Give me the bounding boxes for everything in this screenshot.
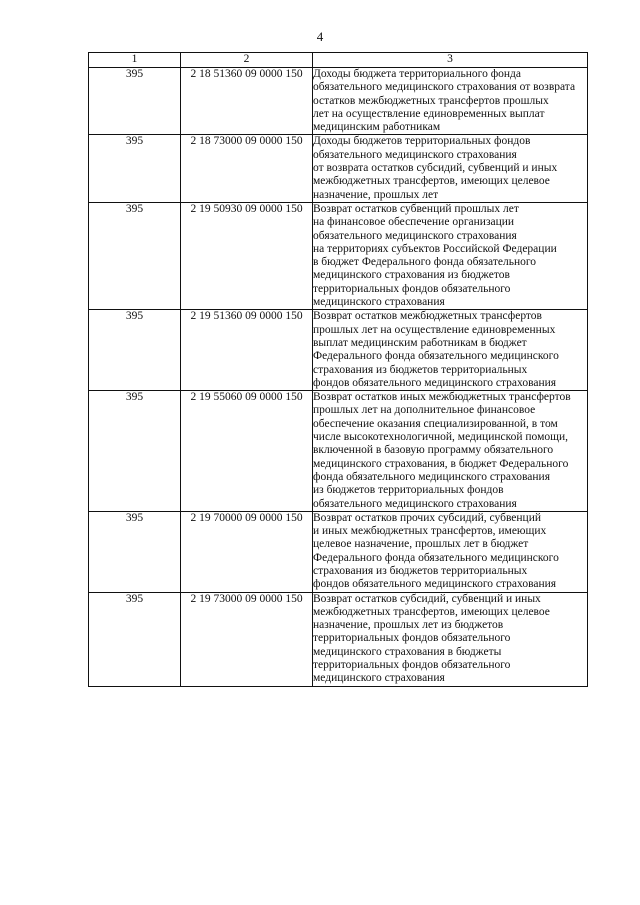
administrator-code-cell: 395: [89, 135, 181, 202]
description-line: Возврат остатков субсидий, субвенций и иных: [313, 592, 541, 605]
description-line: Федерального фонда обязательного медицинского: [313, 551, 559, 564]
description-line: фонда обязательного медицинского страхования: [313, 470, 550, 483]
administrator-code-cell: 395: [89, 511, 181, 592]
description-line: медицинского страхования, в бюджет Федерального: [313, 457, 569, 470]
description-line: Федерального фонда обязательного медицинского: [313, 350, 559, 363]
administrator-code-cell: 395: [89, 310, 181, 391]
description-line: лет на осуществление единовременных выплат: [313, 107, 545, 120]
revenue-description-cell: [313, 202, 588, 309]
description-line: Возврат остатков межбюджетных трансфертов: [313, 310, 542, 323]
budget-classification-code-cell: 2 18 73000 09 0000 150: [181, 135, 313, 202]
administrator-code-cell: 395: [89, 391, 181, 512]
description-line: прошлых лет на осуществление единовременных: [313, 323, 556, 336]
budget-classification-code-cell: 2 19 51360 09 0000 150: [181, 310, 313, 391]
description-line: остатков межбюджетных трансфертов прошлых: [313, 94, 549, 107]
revenue-description-cell: [313, 511, 588, 592]
description-line: Доходы бюджетов территориальных фондов: [313, 135, 531, 148]
description-line: территориальных фондов обязательного: [313, 282, 511, 295]
description-line: в бюджет Федерального фонда обязательного: [313, 256, 537, 269]
column-header-2: 2: [181, 53, 313, 68]
table-body: [89, 68, 588, 687]
description-line: обязательного медицинского страхования: [313, 229, 517, 242]
description-line: обеспечение оказания специализированной, в том: [313, 417, 558, 430]
budget-classification-code-cell: 2 19 55060 09 0000 150: [181, 391, 313, 512]
description-line: целевое назначение, прошлых лет в бюджет: [313, 538, 529, 551]
description-line: Доходы бюджета территориального фонда: [313, 68, 522, 80]
description-line: числе высокотехнологичной, медицинской помощи,: [313, 431, 568, 444]
revenue-description-cell: [313, 310, 588, 391]
budget-classification-code-cell: 2 19 50930 09 0000 150: [181, 202, 313, 309]
table-header-row: [89, 53, 588, 68]
description-line: Возврат остатков иных межбюджетных трансфертов: [313, 391, 571, 404]
description-line: на территориях субъектов Российской Федерации: [313, 242, 557, 255]
revenue-description-cell: [313, 135, 588, 202]
budget-classification-code-cell: 2 19 70000 09 0000 150: [181, 511, 313, 592]
budget-classification-code-cell: 2 18 51360 09 0000 150: [181, 68, 313, 135]
table-row: [89, 592, 588, 686]
administrator-code-cell: 395: [89, 202, 181, 309]
revenue-description-cell: [313, 391, 588, 512]
description-line: Возврат остатков прочих субсидий, субвенций: [313, 511, 542, 524]
description-line: медицинским работникам: [313, 121, 441, 134]
description-line: фондов обязательного медицинского страхования: [313, 376, 557, 389]
description-line: назначение, прошлых лет: [313, 188, 439, 201]
description-line: Возврат остатков субвенций прошлых лет: [313, 202, 519, 215]
description-line: медицинского страхования в бюджеты: [313, 645, 502, 658]
description-line: из бюджетов территориальных фондов: [313, 484, 504, 497]
description-line: фондов обязательного медицинского страхования: [313, 578, 557, 591]
revenue-description-cell: [313, 68, 588, 135]
table-row: [89, 511, 588, 592]
page-number: 4: [316, 29, 324, 44]
description-line: территориальных фондов обязательного: [313, 659, 511, 672]
description-line: включенной в базовую программу обязательного: [313, 444, 554, 457]
table-row: [89, 310, 588, 391]
table-row: [89, 202, 588, 309]
description-line: на финансовое обеспечение организации: [313, 216, 515, 229]
column-header-3: 3: [313, 53, 588, 68]
description-line: межбюджетных трансфертов, имеющих целевое: [313, 605, 550, 618]
description-line: страхования из бюджетов территориальных: [313, 363, 528, 376]
description-line: страхования из бюджетов территориальных: [313, 564, 528, 577]
description-line: назначение, прошлых лет из бюджетов: [313, 619, 504, 632]
administrator-code-cell: 395: [89, 68, 181, 135]
description-line: от возврата остатков субсидий, субвенций и иных: [313, 162, 558, 175]
budget-classification-table: [88, 52, 588, 687]
description-line: медицинского страхования из бюджетов: [313, 269, 510, 282]
administrator-code-cell: 395: [89, 592, 181, 686]
description-line: межбюджетных трансфертов, имеющих целевое: [313, 175, 550, 188]
description-line: медицинского страхования: [313, 672, 445, 685]
description-line: выплат медицинским работникам в бюджет: [313, 336, 527, 349]
description-line: медицинского страхования: [313, 296, 445, 309]
table-row: [89, 135, 588, 202]
description-line: обязательного медицинского страхования: [313, 148, 517, 161]
description-line: обязательного медицинского страхования: [313, 497, 517, 510]
description-line: территориальных фондов обязательного: [313, 632, 511, 645]
description-line: и иных межбюджетных трансфертов, имеющих: [313, 525, 547, 538]
budget-classification-code-cell: 2 19 73000 09 0000 150: [181, 592, 313, 686]
table-row: [89, 391, 588, 512]
description-line: обязательного медицинского страхования от возврата: [313, 81, 576, 94]
revenue-description-cell: [313, 592, 588, 686]
column-header-1: 1: [89, 53, 181, 68]
description-line: прошлых лет на дополнительное финансовое: [313, 404, 536, 417]
table-row: [89, 68, 588, 135]
